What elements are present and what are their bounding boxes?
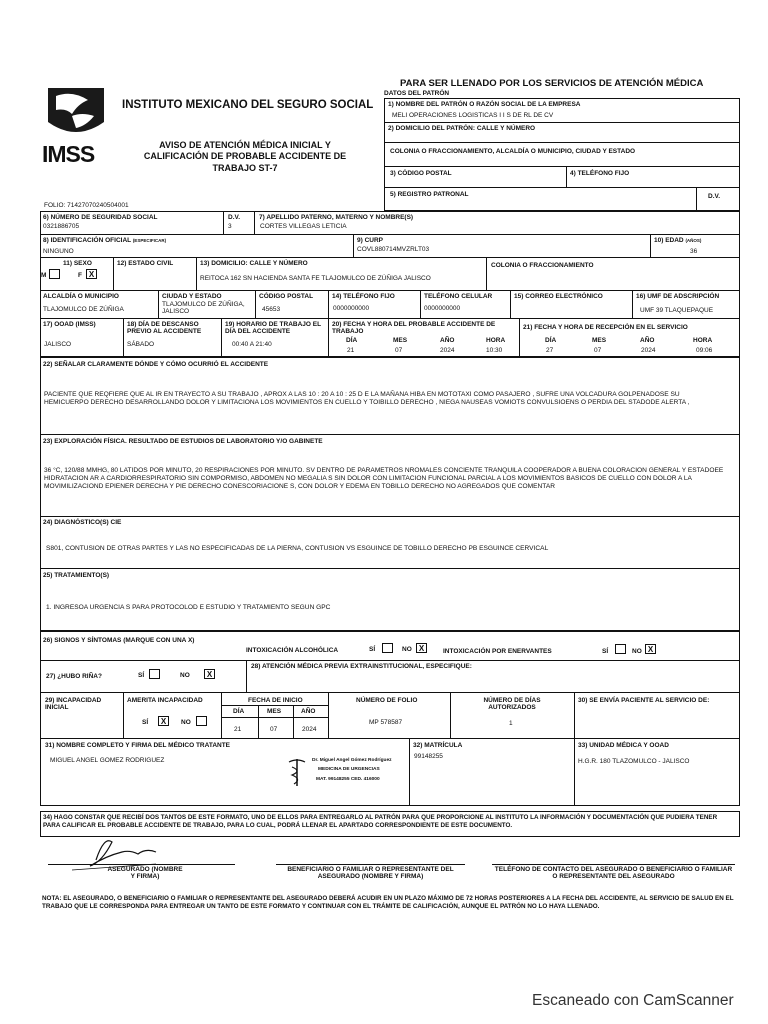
start-year-head: AÑO bbox=[301, 708, 316, 715]
sig1-label: ASEGURADO (NOMBRE Y FIRMA) bbox=[107, 866, 183, 881]
nota-text: NOTA: EL ASEGURADO, O BENEFICIARIO O FAMILIAR O REPRESENTANTE DEL ASEGURADO DEBERÁ ACUDIR EN UN PLAZO MÁXIMO DE 72 HORAS POSTERIORES A LA FECHA DEL ACCIDENTE, AL SERVICIO DE SALUD EN EL TRABAJO QUE LE CORRESPONDA PARA ENTREGAR UN TANTO DE ESTE FORMATO Y CONTINUAR CON EL TRÁMITE DE CALIFICACIÓN, AUNQUE EL PATRÓN NO LO HAYA LLENADO. bbox=[42, 895, 734, 910]
fight-no-checkbox[interactable]: X bbox=[204, 669, 215, 679]
patron-colonia-label: COLONIA O FRACCIONAMIENTO, ALCALDÍA O MUNICIPIO, CIUDAD Y ESTADO bbox=[390, 148, 636, 155]
s33-value: H.G.R. 180 TLAZOMULCO - JALISCO bbox=[578, 758, 690, 765]
acc-year-head: AÑO bbox=[440, 337, 455, 344]
alcaldia-label: ALCALDÍA O MUNICIPIO bbox=[43, 293, 119, 300]
drugs-no-checkbox[interactable]: X bbox=[645, 644, 656, 654]
doctor-stamp bbox=[286, 757, 411, 791]
amerita-no-label: NO bbox=[181, 719, 191, 726]
nss-value: 0321886705 bbox=[43, 223, 80, 230]
rest-day-value: SÁBADO bbox=[127, 341, 155, 348]
start-year: 2024 bbox=[302, 726, 317, 733]
sex-f-checkbox[interactable]: X bbox=[86, 269, 97, 279]
alcohol-no-checkbox[interactable]: X bbox=[416, 643, 427, 653]
ooad-value: JALISCO bbox=[44, 341, 72, 348]
alcohol-si-checkbox[interactable] bbox=[382, 643, 393, 653]
institute-name: INSTITUTO MEXICANO DEL SEGURO SOCIAL bbox=[122, 99, 374, 111]
acc-day-head: DÍA bbox=[346, 337, 358, 344]
worker-dv-label: D.V. bbox=[228, 214, 241, 221]
imss-logo bbox=[42, 82, 110, 167]
drugs-label: INTOXICACIÓN POR ENERVANTES bbox=[443, 648, 552, 655]
alcohol-si-label: SÍ bbox=[369, 646, 376, 653]
cp-value: 45653 bbox=[262, 306, 281, 313]
s26-label: 26) SIGNOS Y SÍNTOMAS (MARQUE CON UNA X) bbox=[43, 637, 195, 644]
start-month-head: MES bbox=[267, 708, 282, 715]
sig3-label: TELÉFONO DE CONTACTO DEL ASEGURADO O BENEFICIARIO O FAMILIAR O REPRESENTANTE DEL ASEGURADO bbox=[494, 866, 733, 881]
umf-value: UMF 39 TLAQUEPAQUE bbox=[640, 307, 714, 314]
curp-label: 9) CURP bbox=[357, 237, 384, 244]
folio-number-value: MP 578587 bbox=[369, 719, 403, 726]
patron-dv-label: D.V. bbox=[708, 193, 721, 200]
rec-day: 27 bbox=[546, 347, 554, 354]
stamp-line-1: Dr. Miguel Angel Gómez Rodríguez bbox=[312, 758, 392, 763]
nss-label: 6) NÚMERO DE SEGURIDAD SOCIAL bbox=[43, 214, 158, 221]
rest-day-label: 18) DÍA DE DESCANSO PREVIO AL ACCIDENTE bbox=[127, 321, 202, 336]
sex-m-label: M bbox=[41, 272, 47, 279]
acc-month: 07 bbox=[395, 347, 403, 354]
s27-label: 27) ¿HUBO RIÑA? bbox=[46, 673, 102, 680]
acc-month-head: MES bbox=[393, 337, 408, 344]
days-value: 1 bbox=[509, 720, 513, 727]
alcaldia-value: TLAJOMULCO DE ZÚÑIGA bbox=[43, 306, 124, 313]
fight-no-label: NO bbox=[180, 672, 190, 679]
drugs-si-checkbox[interactable] bbox=[615, 644, 626, 654]
acc-day: 21 bbox=[347, 347, 355, 354]
patron-name-label: 1) NOMBRE DEL PATRÓN O RAZÓN SOCIAL DE LA EMPRESA bbox=[388, 101, 581, 108]
camscanner-watermark: Escaneado con CamScanner bbox=[532, 992, 734, 1009]
fight-si-label: SÍ bbox=[138, 672, 145, 679]
folio: FOLIO: 71427070240504001 bbox=[44, 202, 129, 209]
s22-label: 22) SEÑALAR CLARAMENTE DÓNDE Y CÓMO OCURRIÓ EL ACCIDENTE bbox=[43, 361, 269, 368]
schedule-label: 19) HORARIO DE TRABAJO EL DÍA DEL ACCIDENTE bbox=[225, 321, 321, 336]
s23-label: 23) EXPLORACIÓN FÍSICA. RESULTADO DE ESTUDIOS DE LABORATORIO Y/O GABINETE bbox=[43, 438, 323, 445]
s30-label: 30) SE ENVÍA PACIENTE AL SERVICIO DE: bbox=[578, 697, 710, 704]
s32-label: 32) MATRÍCULA bbox=[413, 742, 463, 749]
fight-si-checkbox[interactable] bbox=[149, 669, 160, 679]
imss-logo-text: IMSS bbox=[42, 141, 95, 167]
folio-number-label: NÚMERO DE FOLIO bbox=[356, 697, 418, 704]
ciudad-label: CIUDAD Y ESTADO bbox=[162, 293, 222, 300]
worker-name-value: CORTES VILLEGAS LETICIA bbox=[260, 223, 347, 230]
patron-section-label: DATOS DEL PATRÓN bbox=[384, 90, 450, 97]
accident-datetime-label: 20) FECHA Y HORA DEL PROBABLE ACCIDENTE DE TRABAJO bbox=[332, 321, 496, 336]
s22-text: PACIENTE QUE REQFIERE QUE AL IR EN TRAYECTO A SU TRABAJO , APROX A LAS 10 : 20 A 10 : 25 D E LA MAÑANA HIBA EN MOTOTAXI COMO PASAJERO , SUFRE UNA VOLCADURA GOLPENADOSE SU HEMICUERPO DERECHO DESARROLLANDO DOLOR Y LIMITACIONA LOS MOVIMIENTOS EN CUELLO Y TOIBILLO DERECHO , NIEGA NAUSEAS VOMIOTS CONVULSIOENS O PERDIA DEL STADODE ALERTA , bbox=[44, 391, 690, 407]
patron-address-label: 2) DOMICILIO DEL PATRÓN: CALLE Y NÚMERO bbox=[388, 125, 536, 132]
age-label bbox=[654, 237, 701, 244]
umf-label: 16) UMF DE ADSCRIPCIÓN bbox=[636, 293, 720, 300]
civil-status-label: 12) ESTADO CIVIL bbox=[117, 260, 174, 267]
alcohol-label: INTOXICACIÓN ALCOHÓLICA bbox=[246, 647, 339, 654]
imss-eagle-icon bbox=[42, 82, 110, 140]
drugs-si-label: SÍ bbox=[602, 648, 609, 655]
drugs-no-label: NO bbox=[632, 648, 642, 655]
rec-month-head: MES bbox=[592, 337, 607, 344]
stamp-line-3: MAT. 99148255 CED. 416000 bbox=[316, 777, 380, 782]
stamp-line-2: MEDICINA DE URGENCIAS bbox=[318, 767, 380, 772]
ciudad-value: TLAJOMULCO DE ZÚÑIGA, JALISCO bbox=[162, 301, 245, 316]
s31-value: MIGUEL ANGEL GOMEZ RODRIGUEZ bbox=[50, 757, 165, 764]
schedule-value: 00:40 A 21:40 bbox=[232, 341, 272, 348]
s33-label: 33) UNIDAD MÉDICA Y OOAD bbox=[578, 742, 669, 749]
services-title: PARA SER LLENADO POR LOS SERVICIOS DE ATENCIÓN MÉDICA bbox=[400, 78, 704, 89]
phone-value: 0000000000 bbox=[333, 305, 370, 312]
cell-value: 0000000000 bbox=[424, 305, 461, 312]
patron-phone-label: 4) TELÉFONO FIJO bbox=[570, 170, 630, 177]
s32-value: 99148255 bbox=[414, 753, 443, 760]
amerita-no-checkbox[interactable] bbox=[196, 716, 207, 726]
s28-label: 28) ATENCIÓN MÉDICA PREVIA EXTRAINSTITUCIONAL, ESPECIFIQUE: bbox=[251, 663, 472, 670]
age-label-text: 10) EDAD bbox=[654, 237, 684, 244]
alcohol-no-label: NO bbox=[402, 646, 412, 653]
patron-name-value: MELI OPERACIONES LOGISTICAS I I S DE RL DE CV bbox=[392, 112, 554, 119]
sig2-label: BENEFICIARIO O FAMILIAR O REPRESENTANTE DEL ASEGURADO (NOMBRE Y FIRMA) bbox=[287, 866, 454, 881]
start-day-head: DÍA bbox=[233, 708, 245, 715]
worker-address-label: 13) DOMICILIO: CALLE Y NÚMERO bbox=[200, 260, 308, 267]
id-label-text: 8) IDENTIFICACIÓN OFICIAL bbox=[43, 237, 131, 244]
s23-text: 36 °C, 120/88 MMHG, 80 LATIDOS POR MINUTO, 20 RESPIRACIONES POR MINUTO. SV DENTRO DE PARAMETROS NROMALES CONCIENTE TRANQUILA COOPERADOR A BUENA COLORACION GENERAL Y ESTADOEE HIDRATACION AR A CARDIORRESPIRATORIO SIN COMPORMISO, ABDOMEN NO MEGALIA S SIN DOLOR CON LIMITACION FUNCIONAL PARCIAL A LOS MOVIMIENTOS BASICOS DE CUELLO CON DOLOR A LA MOVIMILIZACIOND EPIENER DERECHA Y PIE DERECHO CONESCORIACIONE S, CON DOLOR Y EDEMA EN TOBILLO DERECHO NO AGREGADOS QUE COMENTAR bbox=[44, 467, 724, 491]
rec-month: 07 bbox=[594, 347, 602, 354]
s31-label: 31) NOMBRE COMPLETO Y FIRMA DEL MÉDICO TRATANTE bbox=[45, 742, 231, 749]
start-day: 21 bbox=[234, 726, 242, 733]
worker-colonia-label: COLONIA O FRACCIONAMIENTO bbox=[491, 262, 594, 269]
cell-label: TELÉFONO CELULAR bbox=[424, 293, 493, 300]
s25-text: 1. INGRESOA URGENCIA S PARA PROTOCOLOD E ESTUDIO Y TRATAMIENTO SEGUN GPC bbox=[46, 604, 331, 611]
id-label-hint: (ESPECIFICAR) bbox=[132, 238, 167, 243]
start-date-label: FECHA DE INICIO bbox=[248, 697, 303, 704]
s29-label: 29) INCAPACIDAD INICIAL bbox=[45, 697, 102, 712]
sex-label: 11) SEXO bbox=[63, 260, 92, 267]
sex-m-checkbox[interactable] bbox=[49, 269, 60, 279]
form-title: AVISO DE ATENCIÓN MÉDICA INICIAL Y CALIFICACIÓN DE PROBABLE ACCIDENTE DE TRABAJO ST-7 bbox=[143, 140, 347, 173]
s24-label: 24) DIAGNÓSTICO(S) CIE bbox=[43, 519, 122, 526]
worker-address-value: REITOCA 162 SN HACIENDA SANTA FE TLAJOMULCO DE ZÚÑIGA JALISCO bbox=[200, 275, 431, 282]
rec-year-head: AÑO bbox=[640, 337, 655, 344]
days-label: NÚMERO DE DÍAS AUTORIZADOS bbox=[483, 697, 541, 712]
amerita-si-label: SÍ bbox=[142, 719, 149, 726]
id-value: NINGUNO bbox=[43, 248, 74, 255]
ooad-label: 17) OOAD (IMSS) bbox=[43, 321, 96, 328]
rec-hour-head: HORA bbox=[693, 337, 713, 344]
cp-label: CÓDIGO POSTAL bbox=[259, 293, 314, 300]
caduceus-icon bbox=[286, 757, 308, 787]
s25-label: 25) TRATAMIENTO(S) bbox=[43, 572, 110, 579]
reception-datetime-label: 21) FECHA Y HORA DE RECEPCIÓN EN EL SERVICIO bbox=[523, 324, 688, 331]
sex-f-label: F bbox=[78, 272, 82, 279]
patron-registro-label: 5) REGISTRO PATRONAL bbox=[390, 191, 469, 198]
amerita-si-checkbox[interactable]: X bbox=[158, 716, 169, 726]
start-month: 07 bbox=[270, 726, 278, 733]
email-label: 15) CORREO ELECTRÓNICO bbox=[514, 293, 603, 300]
rec-year: 2024 bbox=[641, 347, 656, 354]
amerita-label: AMERITA INCAPACIDAD bbox=[127, 697, 203, 704]
s24-text: S801, CONTUSION DE OTRAS PARTES Y LAS NO ESPECIFICADAS DE LA PIERNA, CONTUSION VS ESGUINCE DE TOBILLO DERECHO PB ESGUINCE CERVICAL bbox=[46, 545, 549, 552]
rec-day-head: DÍA bbox=[545, 337, 557, 344]
acc-hour-head: HORA bbox=[486, 337, 506, 344]
rec-hour: 09:06 bbox=[696, 347, 713, 354]
id-label bbox=[43, 237, 166, 244]
worker-name-label: 7) APELLIDO PATERNO, MATERNO Y NOMBRE(S) bbox=[259, 214, 414, 221]
worker-dv-value: 3 bbox=[228, 223, 232, 230]
phone-label: 14) TELÉFONO FIJO bbox=[332, 293, 395, 300]
age-label-hint: (AÑOS) bbox=[685, 238, 702, 243]
patron-cp-label: 3) CÓDIGO POSTAL bbox=[390, 170, 452, 177]
curp-value: COVL880714MVZRLT03 bbox=[357, 246, 430, 253]
s34-text: 34) HAGO CONSTAR QUE RECIBÍ DOS TANTOS DE ESTE FORMATO, UNO DE ELLOS PARA ENTREGARLO AL PATRÓN PARA QUE PROPORCIONE AL INSTITUTO LA INFORMACIÓN Y DOCUMENTACIÓN QUE PUDIERA TENER PARA CALIFICAR EL PROBABLE ACCIDENTE DE TRABAJO, PARA LO CUAL, PODRÁ LLENAR EL APARTADO CORRESPONDIENTE DE ESTE DOCUMENTO. bbox=[43, 814, 718, 829]
age-value: 36 bbox=[690, 248, 698, 255]
acc-year: 2024 bbox=[440, 347, 455, 354]
acc-hour: 10:30 bbox=[486, 347, 503, 354]
